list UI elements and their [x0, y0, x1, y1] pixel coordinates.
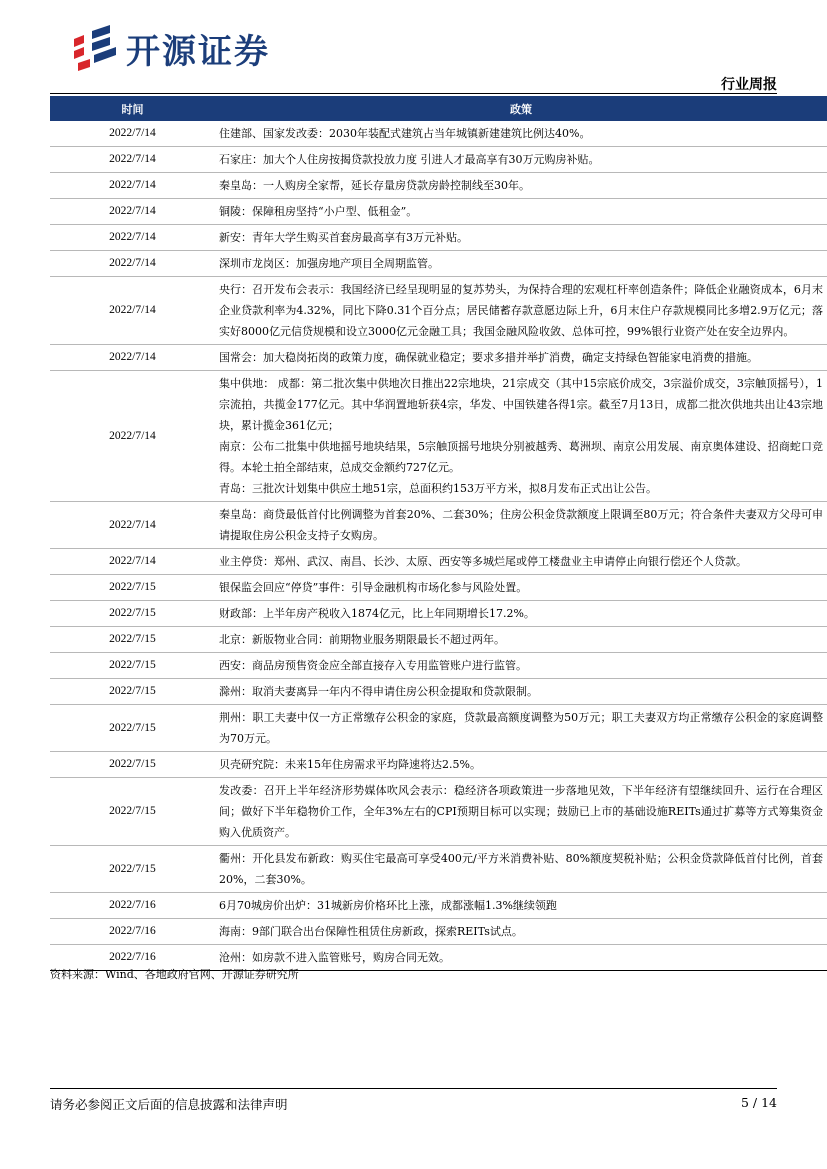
- row-policy: 银保监会回应“停贷”事件：引导金融机构市场化参与风险处置。: [215, 575, 827, 601]
- row-date: 2022/7/15: [50, 575, 215, 601]
- row-date: 2022/7/14: [50, 502, 215, 549]
- table-header-row: [50, 96, 827, 121]
- logo-text: 开源证券: [126, 31, 270, 72]
- policy-paragraph: 青岛：三批次计划集中供应土地51宗，总面积约153万平方米，拟8月发布正式出让公告。: [219, 482, 657, 495]
- table-row: [50, 752, 827, 778]
- row-policy: 秦皇岛：一人购房全家帮，延长存量房贷款房龄控制线至30年。: [215, 173, 827, 199]
- table-row: [50, 778, 827, 846]
- source-note: 资料来源：Wind、各地政府官网、开源证券研究所: [50, 968, 299, 981]
- row-date: 2022/7/15: [50, 601, 215, 627]
- row-date: 2022/7/14: [50, 199, 215, 225]
- row-policy: 北京：新版物业合同：前期物业服务期限最长不超过两年。: [215, 627, 827, 653]
- table-row: [50, 575, 827, 601]
- row-policy: 贝壳研究院：未来15年住房需求平均降速将达2.5%。: [215, 752, 827, 778]
- row-policy: 住建部、国家发改委：2030年装配式建筑占当年城镇新建建筑比例达40%。: [215, 121, 827, 147]
- row-policy: 央行：召开发布会表示：我国经济已经呈现明显的复苏势头，为保持合理的宏观杠杆率创造条件；降低企业融资成本，6月末企业贷款利率为4.32%，同比下降0.31个百分点；居民储蓄存款意愿边际上升，6月末住户存款规模同比多增2.9万亿元；落实好8000亿元信贷规模和设立3000亿元金融工具；我国金融风险收敛、总体可控，99%银行业资产处在安全边界内。: [215, 277, 827, 345]
- row-date: 2022/7/15: [50, 679, 215, 705]
- table-row: [50, 679, 827, 705]
- header-divider: [50, 93, 777, 94]
- table-row: [50, 121, 827, 147]
- footer-divider: [50, 1088, 777, 1089]
- row-date: 2022/7/14: [50, 277, 215, 345]
- row-date: 2022/7/14: [50, 251, 215, 277]
- company-logo: [70, 24, 270, 72]
- row-date: 2022/7/15: [50, 705, 215, 752]
- row-date: 2022/7/15: [50, 627, 215, 653]
- row-policy: 石家庄：加大个人住房按揭贷款投放力度 引进人才最高享有30万元购房补贴。: [215, 147, 827, 173]
- table-row: [50, 147, 827, 173]
- table-row: [50, 251, 827, 277]
- row-policy: 西安：商品房预售资金应全部直接存入专用监管账户进行监管。: [215, 653, 827, 679]
- row-policy: 财政部：上半年房产税收入1874亿元，比上年同期增长17.2%。: [215, 601, 827, 627]
- row-policy: 新安：青年大学生购买首套房最高享有3万元补贴。: [215, 225, 827, 251]
- policy-table-body: [50, 121, 827, 971]
- row-date: 2022/7/14: [50, 173, 215, 199]
- row-date: 2022/7/14: [50, 121, 215, 147]
- row-date: 2022/7/16: [50, 893, 215, 919]
- row-date: 2022/7/15: [50, 752, 215, 778]
- row-date: 2022/7/14: [50, 371, 215, 502]
- table-row: [50, 601, 827, 627]
- policy-paragraph: 南京：公布二批集中供地摇号地块结果，5宗触顶摇号地块分别被越秀、葛洲坝、南京公用发展、南京奥体建设、招商蛇口竞得。本轮土拍全部结束，总成交金额约727亿元。: [219, 440, 823, 474]
- table-row: [50, 502, 827, 549]
- row-policy: 业主停贷：郑州、武汉、南昌、长沙、太原、西安等多城烂尾或停工楼盘业主申请停止向银行偿还个人贷款。: [215, 549, 827, 575]
- row-policy: 衢州：开化县发布新政：购买住宅最高可享受400元/平方米消费补贴、80%额度契税补贴；公积金贷款降低首付比例，首套20%，二套30%。: [215, 846, 827, 893]
- row-date: 2022/7/15: [50, 778, 215, 846]
- row-policy: [215, 371, 827, 502]
- report-type-label: 行业周报: [721, 77, 777, 93]
- row-policy: 荆州：职工夫妻中仅一方正常缴存公积金的家庭，贷款最高额度调整为50万元；职工夫妻双方均正常缴存公积金的家庭调整为70万元。: [215, 705, 827, 752]
- policy-table: [50, 96, 827, 971]
- table-row: [50, 199, 827, 225]
- row-date: 2022/7/14: [50, 345, 215, 371]
- row-date: 2022/7/14: [50, 225, 215, 251]
- page-number: 5 / 14: [740, 1095, 777, 1110]
- policy-column-header: 政策: [215, 96, 827, 121]
- table-row: [50, 371, 827, 502]
- row-policy: 沧州：如房款不进入监管账号，购房合同无效。: [215, 945, 827, 971]
- row-policy: 海南：9部门联合出台保障性租赁住房新政，探索REITs试点。: [215, 919, 827, 945]
- policy-paragraph: 集中供地： 成都：第二批次集中供地次日推出22宗地块，21宗成交（其中15宗底价成交，3宗溢价成交，3宗触顶摇号），1宗流拍，共揽金177亿元。其中华润置地斩获4宗，华发、中国铁建各得1宗。截至7月13日，成都二批次供地共出让43宗地块，累计揽金361亿元；: [219, 377, 823, 432]
- table-row: [50, 653, 827, 679]
- row-policy: 国常会：加大稳岗拓岗的政策力度，确保就业稳定；要求多措并举扩消费，确定支持绿色智能家电消费的措施。: [215, 345, 827, 371]
- row-policy: 发改委：召开上半年经济形势媒体吹风会表示：稳经济各项政策进一步落地见效，下半年经济有望继续回升、运行在合理区间；做好下半年稳物价工作，全年3%左右的CPI预期目标可以实现；鼓励已上市的基础设施REITs通过扩募等方式筹集资金购入优质资产。: [215, 778, 827, 846]
- row-policy: 深圳市龙岗区：加强房地产项目全周期监管。: [215, 251, 827, 277]
- table-row: [50, 225, 827, 251]
- table-row: [50, 846, 827, 893]
- row-policy: 秦皇岛：商贷最低首付比例调整为首套20%、二套30%；住房公积金贷款额度上限调至80万元；符合条件夫妻双方父母可申请提取住房公积金支持子女购房。: [215, 502, 827, 549]
- table-row: [50, 919, 827, 945]
- footer-disclaimer: 请务必参阅正文后面的信息披露和法律声明: [50, 1097, 288, 1112]
- date-column-header: 时间: [50, 96, 215, 121]
- row-date: 2022/7/14: [50, 147, 215, 173]
- table-row: [50, 893, 827, 919]
- row-date: 2022/7/16: [50, 945, 215, 971]
- table-row: [50, 277, 827, 345]
- table-row: [50, 173, 827, 199]
- row-date: 2022/7/16: [50, 919, 215, 945]
- logo-mark-icon: [70, 25, 120, 71]
- row-policy: 6月70城房价出炉：31城新房价格环比上涨，成都涨幅1.3%继续领跑: [215, 893, 827, 919]
- row-date: 2022/7/15: [50, 653, 215, 679]
- row-date: 2022/7/15: [50, 846, 215, 893]
- row-policy: 铜陵：保障租房坚持“小户型、低租金”。: [215, 199, 827, 225]
- table-row: [50, 345, 827, 371]
- row-date: 2022/7/14: [50, 549, 215, 575]
- table-row: [50, 549, 827, 575]
- row-policy: 滁州：取消夫妻离异一年内不得申请住房公积金提取和贷款限制。: [215, 679, 827, 705]
- table-row: [50, 705, 827, 752]
- table-row: [50, 627, 827, 653]
